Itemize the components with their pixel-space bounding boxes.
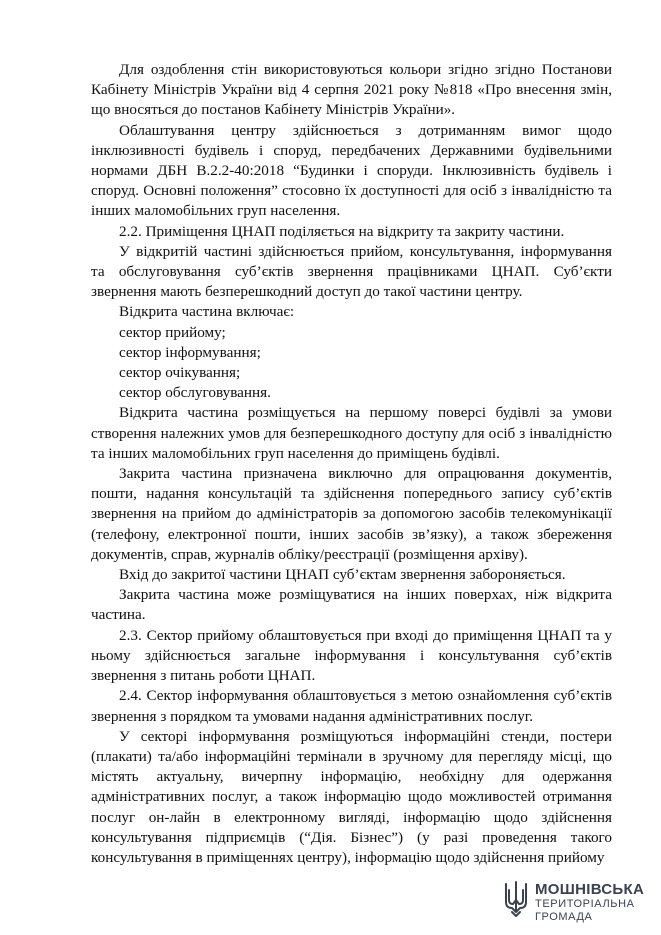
paragraph-information-sector-content: У секторі інформування розміщуються інформаційні стенди, постери (плакати) та/або інформаційні термінали в зручному для перегляду місці, що містять актуальну, вичерпну інформацію, необхідну для одержання адміністративних послуг, а також інформацію щодо можливостей отримання послуг он-лайн в електронному вигляді, інформацію щодо здійснення консультування підприємців (“Дія. Бізнес”) (у разі проведення такого консультування в приміщеннях центру), інформацію щодо здійснення прийому [91, 727, 612, 866]
paragraph-wall-colors: Для оздоблення стін використовуються кольори згідно згідно Постанови Кабінету Міністрів України від 4 серпня 2021 року №818 «Про внесення змін, що вносяться до постанов Кабінету Міністрів України». [91, 61, 612, 119]
logo-title: МОШНІВСЬКА [535, 881, 645, 898]
list-item-information-sector: сектор інформування; [119, 343, 261, 361]
paragraph-closed-part-entry: Вхід до закритої частини ЦНАП суб’єктам звернення забороняється. [119, 566, 566, 584]
list-item-reception-sector: сектор прийому; [119, 323, 226, 341]
logo-subtitle-line2: ГРОМАДА [535, 911, 593, 923]
paragraph-open-part-includes: Відкрита частина включає: [119, 303, 295, 321]
paragraph-open-part-location: Відкрита частина розміщується на першому поверсі будівлі за умови створення належних умов для безперешкодного доступу для осіб з інвалідністю та інших маломобільних груп населення до приміщень будівлі. [91, 404, 612, 462]
logo-subtitle-line1: ТЕРИТОРІАЛЬНА [535, 898, 635, 910]
community-logo [503, 878, 653, 926]
paragraph-open-part: У відкритій частині здійснюється прийом, консультування, інформування та обслуговування суб’єктів звернення працівниками ЦНАП. Суб’єкти звернення мають безперешкодний доступ до такої частини центру. [91, 242, 612, 301]
paragraph-section-2-2: 2.2. Приміщення ЦНАП поділяється на відкриту та закриту частини. [119, 222, 565, 240]
trident-emblem-icon [503, 880, 529, 918]
paragraph-inclusivity: Облаштування центру здійснюється з дотриманням вимог щодо інклюзивності будівель і споруд, передбачених Державними будівельними нормами ДБН В.2.2-40:2018 “Будинки і споруди. Інклюзивність будівель і споруд. Основні положення” стосовно їх доступності для осіб з інвалідністю та інших маломобільних груп населення. [91, 121, 612, 220]
list-item-waiting-sector: сектор очікування; [119, 364, 241, 382]
paragraph-closed-part: Закрита частина призначена виключно для опрацювання документів, пошти, надання консультацій та здійснення попереднього запису суб’єктів звернення на прийом до адміністраторів за допомогою засобів телекомунікації (телефону, електронної пошти, інших засобів зв’язку), а також збереження документів, справ, журналів обліку/реєстрації (розміщення архіву). [91, 465, 612, 563]
document-body [91, 60, 612, 868]
paragraph-section-2-4: 2.4. Сектор інформування облаштовується з метою ознайомлення суб’єктів звернення з порядком та умовами надання адміністративних послуг. [91, 687, 612, 725]
paragraph-closed-part-floors: Закрита частина може розміщуватися на інших поверхах, ніж відкрита частина. [91, 586, 612, 624]
list-item-service-sector: сектор обслуговування. [119, 384, 271, 402]
paragraph-section-2-3: 2.3. Сектор прийому облаштовується при вході до приміщення ЦНАП та у ньому здійснюється загальне інформування і консультування суб’єктів звернення з питань роботи ЦНАП. [91, 626, 612, 685]
